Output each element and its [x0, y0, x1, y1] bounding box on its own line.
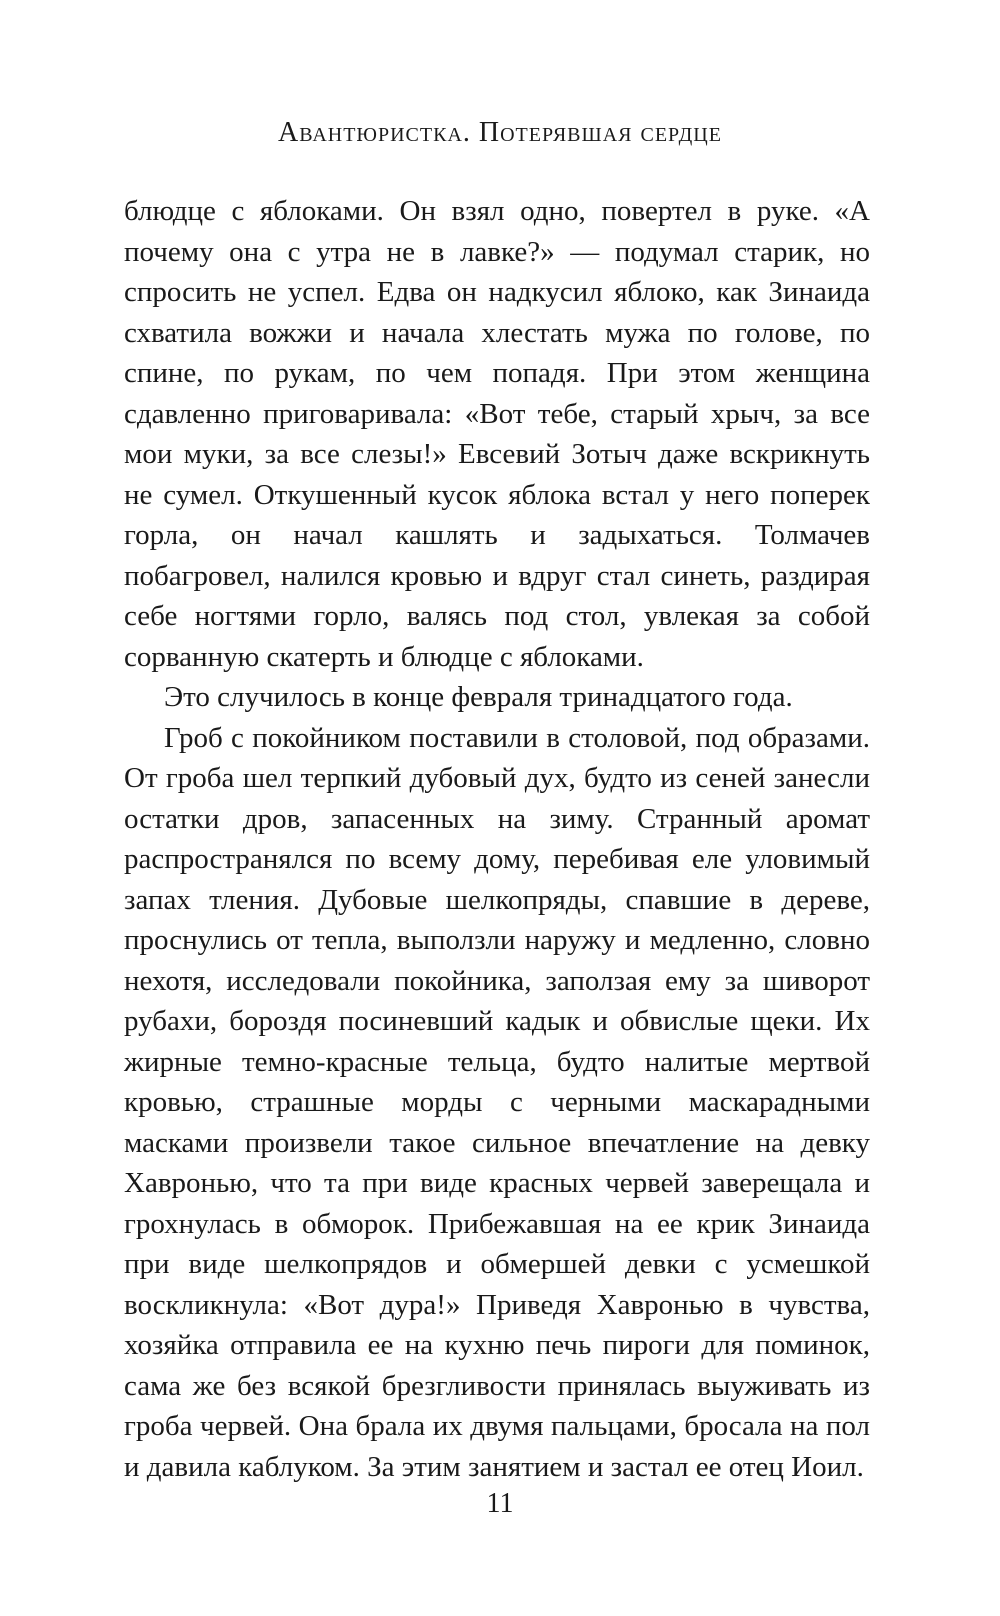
- page-number: 11: [486, 1488, 514, 1519]
- running-head: Авантюристка. Потерявшая сердце: [278, 117, 722, 148]
- body-text: [124, 191, 870, 1487]
- paragraph: Это случилось в конце февраля тринадцатого года.: [164, 681, 793, 713]
- paragraph-continued: блюдце с яблоками. Он взял одно, повертел в руке. «А почему она с утра не в лавке?» — подумал старик, но спросить не успел. Едва он надкусил яблоко, как Зинаида схватила вожжи и начала хлестать мужа по голове, по спине, по рукам, по чем попадя. При этом женщина сдавленно приговаривала: «Вот тебе, старый хрыч, за все мои муки, за все слезы!» Евсевий Зотыч даже вскрикнуть не сумел. Откушенный кусок яблока встал у него поперек горла, он начал кашлять и задыхаться. Толмачев побагровел, налился кровью и вдруг стал синеть, раздирая себе ногтями горло, валясь под стол, увлекая за собой сорванную скатерть и блюдце с яблоками.: [124, 195, 870, 673]
- paragraph: Гроб с покойником поставили в столовой, под образами. От гроба шел терпкий дубовый дух, будто из сеней занесли остатки дров, запасенных на зиму. Странный аромат распространялся по всему дому, перебивая еле уловимый запах тления. Дубовые шелкопряды, спавшие в дереве, проснулись от тепла, выползли наружу и медленно, словно нехотя, исследовали покойника, заползая ему за шиворот рубахи, бороздя посиневший кадык и обвислые щеки. Их жирные темно-красные тельца, будто налитые мертвой кровью, страшные морды с черными маскарадными масками произвели такое сильное впечатление на девку Хавронью, что та при виде красных червей заверещала и грохнулась в обморок. Прибежавшая на ее крик Зинаида при виде шелкопрядов и обмершей девки с усмешкой воскликнула: «Вот дура!» Приведя Хавронью в чувства, хозяйка отправила ее на кухню печь пироги для поминок, сама же без всякой брезгливости принялась выуживать из гроба червей. Она брала их двумя пальцами, бросала на пол и давила каблуком. За этим занятием и застал ее отец Иоил.: [124, 721, 870, 1483]
